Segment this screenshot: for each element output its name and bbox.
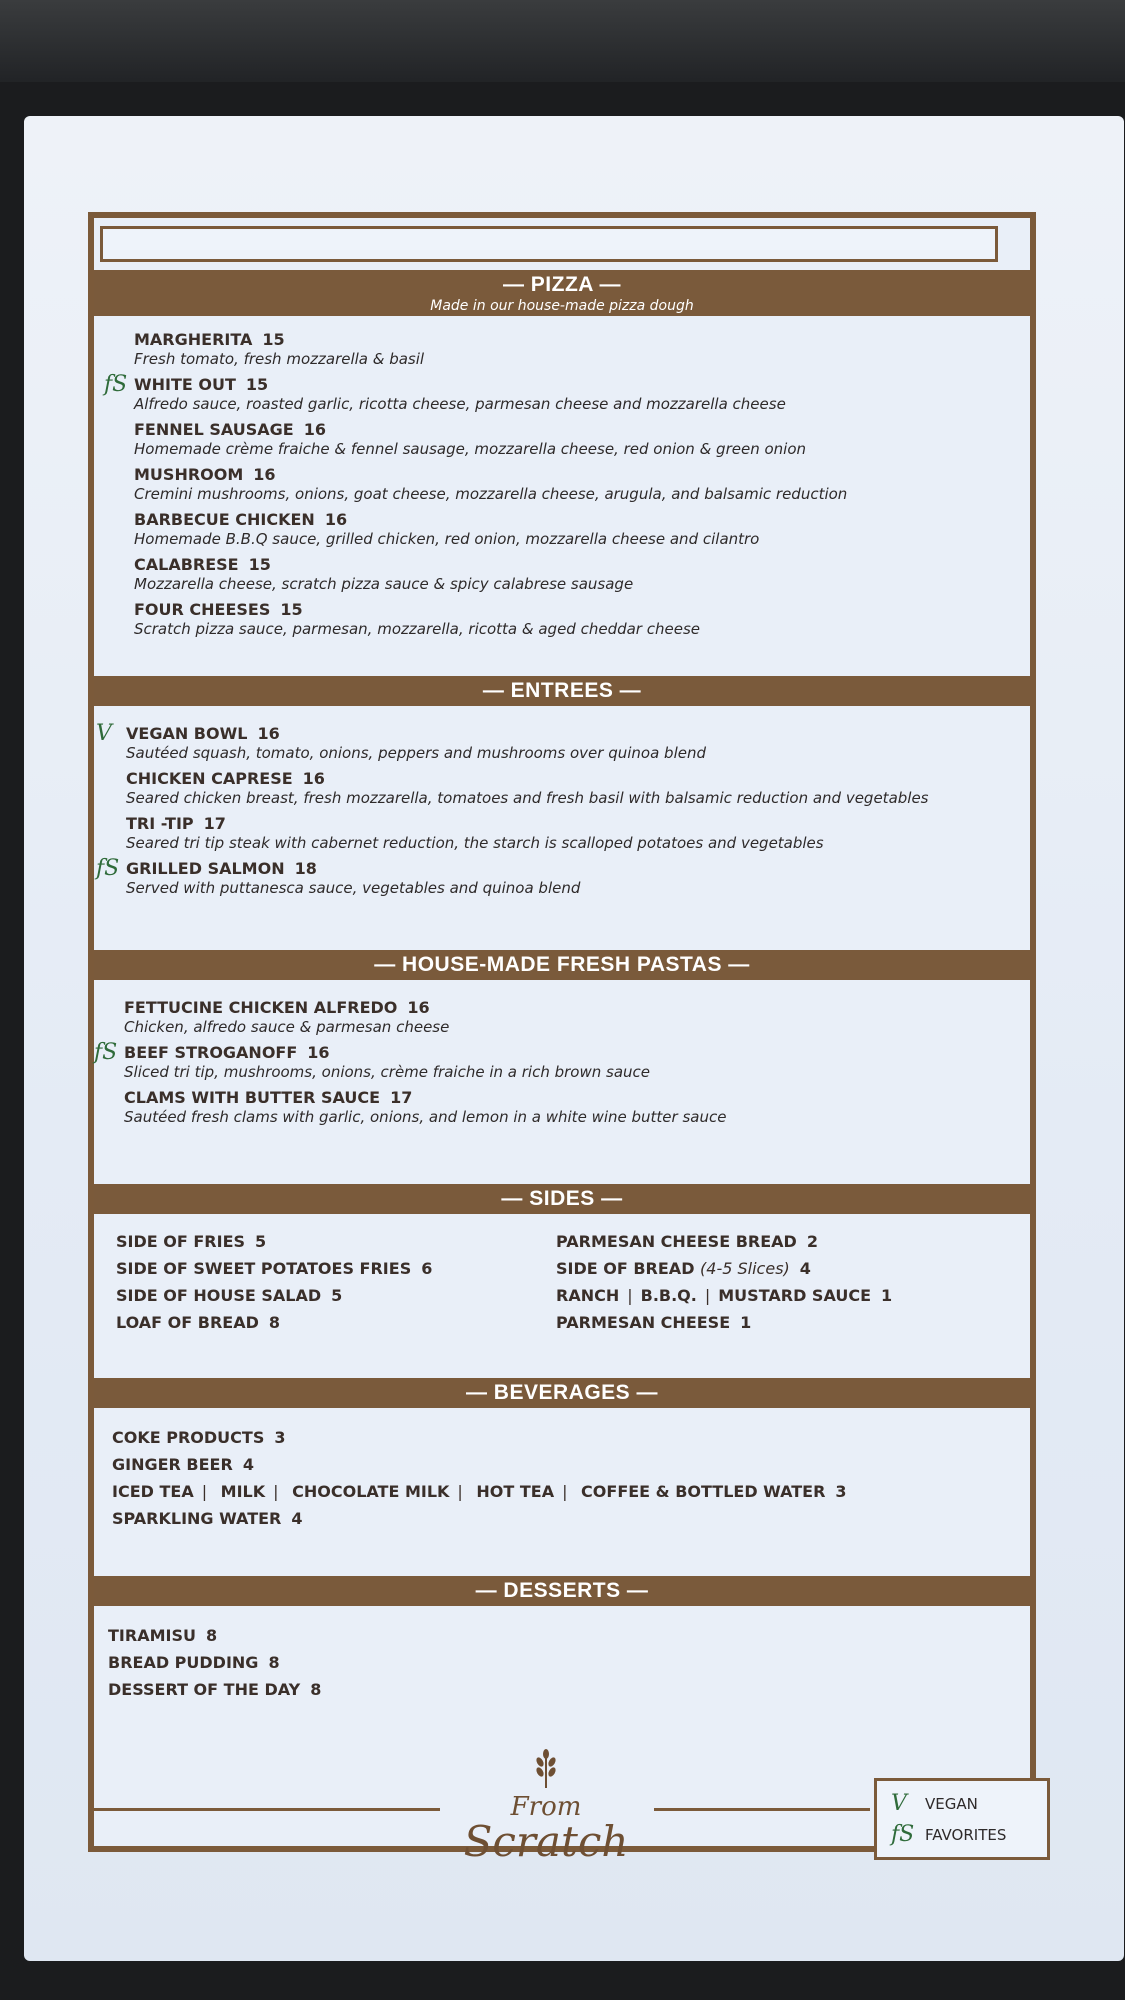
logo-scratch: Scratch [463, 1817, 629, 1866]
entrees-section [96, 721, 1006, 904]
item-name: CHICKEN CAPRESE [126, 769, 293, 788]
pastas-title: — HOUSE-MADE FRESH PASTAS — [374, 953, 750, 976]
side-item [556, 1309, 996, 1336]
entrees-title: — ENTREES — [482, 679, 642, 702]
menu-item [134, 510, 1014, 549]
legend-box [874, 1778, 1050, 1860]
table-background [0, 0, 1125, 90]
item-price: 2 [806, 1232, 818, 1251]
item-price: 8 [268, 1313, 281, 1332]
item-price: 3 [835, 1482, 847, 1501]
item-price: 15 [280, 600, 303, 619]
beverage-item [112, 1505, 992, 1532]
item-price: 8 [310, 1680, 322, 1699]
item-name: SIDE OF FRIES [116, 1232, 246, 1251]
item-price: 5 [331, 1286, 343, 1305]
logo-rule-right [654, 1808, 870, 1811]
menu-item [134, 330, 1014, 369]
item-description: Seared tri tip steak with cabernet reduction, the starch is scalloped potatoes and vegetables [126, 834, 824, 852]
pizza-title: — PIZZA — [502, 273, 622, 296]
pizza-subtitle: Made in our house-made pizza dough [430, 298, 694, 314]
item-description: Sautéed fresh clams with garlic, onions, and lemon in a white wine butter sauce [124, 1108, 727, 1126]
item-price: 4 [799, 1259, 811, 1278]
item-name: MILK [220, 1482, 266, 1501]
item-price: 8 [205, 1626, 218, 1645]
menu-item [96, 856, 1006, 898]
item-name: VEGAN BOWL [126, 724, 248, 743]
item-name: BARBECUE CHICKEN [134, 510, 315, 529]
item-name: FENNEL SAUSAGE [134, 420, 294, 439]
item-name: FETTUCINE CHICKEN ALFREDO [124, 998, 398, 1017]
menu-item [124, 998, 1004, 1037]
item-name: WHITE OUT [134, 375, 236, 394]
item-description: Alfredo sauce, roasted garlic, ricotta cheese, parmesan cheese and mozzarella cheese [134, 395, 786, 413]
item-name: BEEF STROGANOFF [124, 1043, 298, 1062]
menu-item [134, 465, 1014, 504]
item-name: GRILLED SALMON [126, 859, 285, 878]
side-item [556, 1228, 996, 1255]
item-name: RANCH [556, 1286, 620, 1305]
wheat-icon [446, 1748, 646, 1794]
item-price: 15 [248, 555, 271, 574]
menu-item [104, 372, 1014, 414]
beverages-header [94, 1378, 1030, 1408]
item-price: 3 [274, 1428, 286, 1447]
item-name: ICED TEA [112, 1482, 194, 1501]
item-description: Homemade B.B.Q sauce, grilled chicken, red onion, mozzarella cheese and cilantro [134, 530, 760, 548]
dessert-item [108, 1676, 988, 1703]
legend-row-vegan [891, 1791, 1033, 1816]
item-price: 1 [740, 1313, 752, 1332]
menu-item [96, 721, 1006, 763]
favorite-icon: fS [891, 1822, 915, 1847]
legend-row-favorites [891, 1822, 1033, 1847]
menu-item [94, 1040, 1004, 1082]
item-name: COFFEE & BOTTLED WATER [581, 1482, 826, 1501]
item-description: Mozzarella cheese, scratch pizza sauce & spicy calabrese sausage [134, 575, 634, 593]
sides-left-column [116, 1228, 556, 1336]
favorite-icon: fS [94, 1040, 118, 1065]
favorite-icon: fS [96, 856, 120, 881]
dessert-item [108, 1622, 988, 1649]
item-name: HOT TEA [476, 1482, 555, 1501]
item-name: CLAMS WITH BUTTER SAUCE [124, 1088, 381, 1107]
side-item [116, 1228, 556, 1255]
sides-header [94, 1184, 1030, 1214]
item-name: GINGER BEER [112, 1455, 233, 1474]
pastas-section [94, 998, 1004, 1133]
item-description: Cremini mushrooms, onions, goat cheese, mozzarella cheese, arugula, and balsamic reduction [134, 485, 848, 503]
item-price: 6 [421, 1259, 433, 1278]
header-box [100, 226, 998, 262]
item-note: (4-5 Slices) [700, 1259, 790, 1278]
item-name: SIDE OF BREAD [556, 1259, 695, 1278]
entrees-header [94, 676, 1030, 706]
item-price: 18 [294, 859, 317, 878]
menu-frame [88, 212, 1036, 1866]
item-price: 5 [255, 1232, 267, 1251]
menu-item [134, 555, 1014, 594]
item-name: BREAD PUDDING [108, 1653, 259, 1672]
beverage-item [112, 1424, 992, 1451]
item-name: SIDE OF SWEET POTATOES FRIES [116, 1259, 412, 1278]
menu-item [126, 769, 1006, 808]
item-price: 16 [257, 724, 280, 743]
sides-section [116, 1228, 996, 1336]
item-name: TIRAMISU [108, 1626, 196, 1645]
item-price: 15 [245, 375, 269, 394]
item-price: 4 [242, 1455, 254, 1474]
menu-item [134, 420, 1014, 459]
legend-vegan-label: VEGAN [925, 1794, 978, 1813]
beverages-section [112, 1424, 992, 1532]
item-description: Chicken, alfredo sauce & parmesan cheese [124, 1018, 450, 1036]
item-name: SIDE OF HOUSE SALAD [116, 1286, 322, 1305]
item-name: TRI -TIP [126, 814, 194, 833]
beverage-item: ICED TEA | MILK | CHOCOLATE MILK | HOT TEA | COFFEE & BOTTLED WATER 3 [112, 1482, 847, 1501]
item-name: SPARKLING WATER [112, 1509, 282, 1528]
pastas-header [94, 950, 1030, 980]
vegan-icon: V [96, 721, 112, 746]
sides-title: — SIDES — [501, 1187, 623, 1210]
item-description: Sautéed squash, tomato, onions, peppers and mushrooms over quinoa blend [126, 744, 707, 762]
item-price: 4 [291, 1509, 303, 1528]
beverage-item [112, 1451, 992, 1478]
desserts-section [108, 1622, 988, 1703]
item-price: 17 [390, 1088, 413, 1107]
item-price: 17 [203, 814, 226, 833]
item-name: COKE PRODUCTS [112, 1428, 265, 1447]
desserts-title: — DESSERTS — [475, 1579, 649, 1602]
item-price: 15 [262, 330, 285, 349]
item-description: Seared chicken breast, fresh mozzarella, tomatoes and fresh basil with balsamic reduction and vegetables [126, 789, 929, 807]
item-description: Served with puttanesca sauce, vegetables and quinoa blend [126, 879, 581, 897]
vegan-icon: V [891, 1791, 907, 1816]
item-description: Sliced tri tip, mushrooms, onions, crème fraiche in a rich brown sauce [124, 1063, 650, 1081]
item-price: 16 [407, 998, 430, 1017]
side-item [556, 1255, 996, 1282]
desserts-header [94, 1576, 1030, 1606]
logo-from: From [510, 1792, 582, 1822]
item-price: 16 [302, 769, 325, 788]
side-item [116, 1282, 556, 1309]
item-name: PARMESAN CHEESE [556, 1313, 731, 1332]
dessert-item [108, 1649, 988, 1676]
pizza-section [104, 330, 1014, 645]
item-name: LOAF OF BREAD [116, 1313, 259, 1332]
from-scratch-logo [446, 1748, 646, 1866]
item-price: 16 [324, 510, 348, 529]
item-name: DESSERT OF THE DAY [108, 1680, 301, 1699]
item-description: Scratch pizza sauce, parmesan, mozzarella, ricotta & aged cheddar cheese [134, 620, 700, 638]
item-price: 16 [307, 1043, 330, 1062]
item-price: 16 [303, 420, 326, 439]
menu-item [134, 600, 1014, 639]
side-item: RANCH | B.B.Q. | MUSTARD SAUCE 1 [556, 1286, 893, 1305]
side-item [116, 1255, 556, 1282]
menu-item [126, 814, 1006, 853]
item-price: 8 [268, 1653, 280, 1672]
menu-item [124, 1088, 1004, 1127]
item-name: B.B.Q. [640, 1286, 697, 1305]
item-name: PARMESAN CHEESE BREAD [556, 1232, 797, 1251]
item-description: Fresh tomato, fresh mozzarella & basil [134, 350, 425, 368]
sides-right-column [556, 1228, 996, 1336]
item-name: MARGHERITA [134, 330, 253, 349]
item-name: MUSHROOM [134, 465, 244, 484]
logo-rule-left [94, 1808, 440, 1811]
side-item [116, 1309, 556, 1336]
item-price: 1 [881, 1286, 893, 1305]
favorite-icon: fS [104, 372, 128, 397]
item-name: MUSTARD SAUCE [718, 1286, 871, 1305]
item-name: CALABRESE [134, 555, 239, 574]
item-name: CHOCOLATE MILK [292, 1482, 450, 1501]
beverages-title: — BEVERAGES — [465, 1381, 659, 1404]
legend-favorites-label: FAVORITES [925, 1825, 1007, 1844]
item-name: FOUR CHEESES [134, 600, 271, 619]
item-price: 16 [253, 465, 276, 484]
pizza-header [94, 270, 1030, 316]
item-description: Homemade crème fraiche & fennel sausage, mozzarella cheese, red onion & green onion [134, 440, 807, 458]
